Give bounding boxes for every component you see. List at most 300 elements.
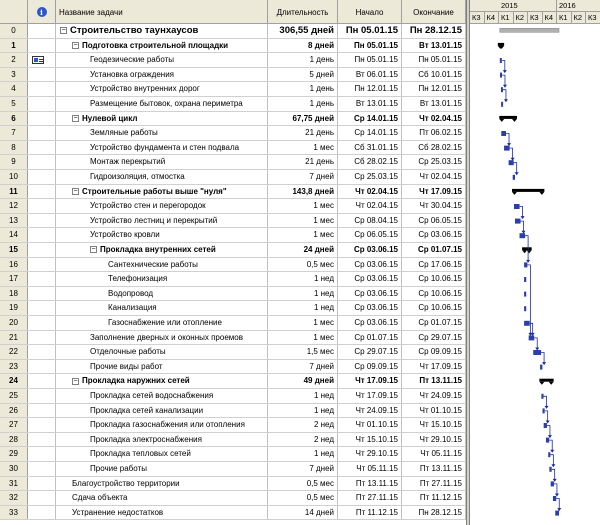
task-row[interactable]: [0, 97, 466, 112]
gantt-body: [470, 24, 600, 525]
task-name[interactable]: [56, 155, 268, 169]
dependency-arrow: [551, 464, 555, 467]
timescale-quarter: К3: [586, 12, 600, 24]
task-name[interactable]: [56, 316, 268, 330]
task-row[interactable]: [0, 68, 466, 83]
task-name[interactable]: [56, 301, 268, 315]
task-duration[interactable]: 0,5 мес: [268, 491, 338, 505]
row-id[interactable]: 3: [0, 68, 28, 82]
task-name[interactable]: [56, 24, 268, 38]
table-header: [0, 0, 466, 24]
task-name[interactable]: [56, 141, 268, 155]
task-name-text: Установка ограждения: [90, 69, 174, 79]
task-name-text: Телефонизация: [108, 274, 168, 284]
row-id[interactable]: 30: [0, 462, 28, 476]
task-row[interactable]: [0, 185, 466, 200]
task-start[interactable]: Пн 12.01.15: [338, 82, 402, 96]
collapse-toggle-icon[interactable]: −: [73, 41, 78, 49]
row-indicator: [28, 39, 56, 53]
task-start[interactable]: Ср 09.09.15: [338, 360, 402, 374]
task-end[interactable]: Пт 06.02.15: [402, 126, 466, 140]
collapse-toggle-icon[interactable]: −: [91, 246, 96, 254]
row-id[interactable]: 26: [0, 404, 28, 418]
task-end[interactable]: Чт 17.09.15: [402, 185, 466, 199]
task-start[interactable]: Чт 15.10.15: [338, 433, 402, 447]
task-row[interactable]: [0, 374, 466, 389]
row-indicator: [28, 97, 56, 111]
task-end[interactable]: Ср 10.06.15: [402, 272, 466, 286]
task-duration[interactable]: 7 дней: [268, 462, 338, 476]
task-name[interactable]: [56, 447, 268, 461]
task-end[interactable]: Чт 30.04.15: [402, 199, 466, 213]
task-row[interactable]: [0, 170, 466, 185]
collapse-toggle-icon[interactable]: −: [73, 114, 78, 122]
task-name-text: Газоснабжение или отопление: [108, 318, 222, 327]
row-id[interactable]: 8: [0, 141, 28, 155]
task-start[interactable]: Чт 24.09.15: [338, 404, 402, 418]
row-indicator: [28, 82, 56, 96]
task-bar: [500, 58, 502, 63]
task-start[interactable]: Ср 03.06.15: [338, 272, 402, 286]
task-name[interactable]: [56, 477, 268, 491]
task-row[interactable]: [0, 258, 466, 273]
row-id[interactable]: 17: [0, 272, 28, 286]
task-row[interactable]: [0, 214, 466, 229]
task-duration[interactable]: 8 дней: [268, 39, 338, 53]
row-id[interactable]: 13: [0, 214, 28, 228]
task-end[interactable]: Пт 27.11.15: [402, 477, 466, 491]
timescale-year: 2015: [499, 0, 557, 12]
task-name-text: Заполнение дверных и оконных проемов: [90, 332, 243, 342]
task-duration[interactable]: 24 дней: [268, 243, 338, 257]
task-bar: [524, 321, 530, 326]
row-indicator: [28, 418, 56, 432]
task-name[interactable]: [56, 272, 268, 286]
task-start[interactable]: Ср 25.03.15: [338, 170, 402, 184]
task-duration[interactable]: 7 дней: [268, 360, 338, 374]
task-bar: [515, 219, 521, 224]
row-id[interactable]: 23: [0, 360, 28, 374]
task-bar: [549, 467, 551, 472]
task-duration[interactable]: 1 нед: [268, 287, 338, 301]
task-duration[interactable]: 1 нед: [268, 272, 338, 286]
task-row[interactable]: [0, 243, 466, 258]
task-name[interactable]: [56, 491, 268, 505]
task-row[interactable]: [0, 389, 466, 404]
task-name[interactable]: [56, 170, 268, 184]
summary-bar-right-cap: [512, 119, 517, 122]
collapse-toggle-icon[interactable]: −: [73, 377, 78, 385]
task-end[interactable]: Вт 13.01.15: [402, 39, 466, 53]
row-indicator: [28, 287, 56, 301]
task-name[interactable]: [56, 374, 268, 388]
row-id[interactable]: 32: [0, 491, 28, 505]
task-row[interactable]: [0, 53, 466, 68]
row-indicator: [28, 185, 56, 199]
task-duration[interactable]: 1 день: [268, 53, 338, 67]
task-bar: [524, 277, 526, 282]
row-indicator: [28, 491, 56, 505]
task-start[interactable]: Ср 29.07.15: [338, 345, 402, 359]
task-start[interactable]: Пн 05.01.15: [338, 53, 402, 67]
task-end[interactable]: Чт 02.04.15: [402, 112, 466, 126]
task-duration[interactable]: 67,75 дней: [268, 112, 338, 126]
task-bar: [533, 350, 541, 355]
task-end[interactable]: Чт 15.10.15: [402, 418, 466, 432]
task-start[interactable]: Ср 03.06.15: [338, 287, 402, 301]
task-duration[interactable]: 1,5 мес: [268, 345, 338, 359]
row-id[interactable]: 1: [0, 39, 28, 53]
task-row[interactable]: [0, 477, 466, 492]
task-name-text: Устройство кровли: [90, 230, 160, 240]
task-end[interactable]: Чт 24.09.15: [402, 389, 466, 403]
task-row[interactable]: [0, 141, 466, 156]
task-start[interactable]: Ср 14.01.15: [338, 126, 402, 140]
dependency-arrow: [545, 406, 549, 409]
task-duration[interactable]: 7 дней: [268, 170, 338, 184]
header-end[interactable]: Окончание: [402, 0, 466, 24]
task-name-text: Строительные работы выше "нуля": [82, 186, 227, 196]
task-name-text: Геодезические работы: [90, 55, 175, 65]
task-end[interactable]: Ср 10.06.15: [402, 287, 466, 301]
task-bar: [543, 408, 545, 413]
row-id[interactable]: 21: [0, 331, 28, 345]
task-end[interactable]: Пн 05.01.15: [402, 53, 466, 67]
task-end[interactable]: Ср 10.06.15: [402, 301, 466, 315]
task-row[interactable]: [0, 433, 466, 448]
task-start[interactable]: Чт 02.04.15: [338, 199, 402, 213]
task-name-text: Устройство лестниц и перекрытий: [90, 215, 218, 225]
task-name[interactable]: [56, 433, 268, 447]
task-name-text: Прочие работы: [90, 464, 147, 473]
row-id[interactable]: 29: [0, 447, 28, 461]
task-start[interactable]: Ср 01.07.15: [338, 331, 402, 345]
task-bar: [544, 423, 547, 428]
task-bar: [524, 262, 527, 267]
header-start[interactable]: Начало: [338, 0, 402, 24]
project-summary-bar: [500, 28, 559, 32]
task-duration[interactable]: 0,5 мес: [268, 477, 338, 491]
dependency-arrow: [503, 85, 507, 88]
task-start[interactable]: Чт 17.09.15: [338, 389, 402, 403]
summary-bar-right-cap: [549, 382, 554, 385]
task-name[interactable]: [56, 53, 268, 67]
task-end[interactable]: Пн 28.12.15: [402, 24, 466, 38]
task-bar: [524, 306, 526, 311]
task-start[interactable]: Ср 03.06.15: [338, 301, 402, 315]
task-row[interactable]: [0, 272, 466, 287]
row-id[interactable]: 10: [0, 170, 28, 184]
summary-bar: [522, 247, 532, 250]
row-indicator: [28, 112, 56, 126]
task-row[interactable]: [0, 506, 466, 521]
task-end[interactable]: Ср 29.07.15: [402, 331, 466, 345]
task-name[interactable]: [56, 82, 268, 96]
task-name[interactable]: [56, 243, 268, 257]
dependency-arrow: [515, 172, 519, 175]
task-name[interactable]: [56, 112, 268, 126]
row-indicator: [28, 447, 56, 461]
task-name[interactable]: [56, 199, 268, 213]
task-start[interactable]: Сб 31.01.15: [338, 141, 402, 155]
note-icon[interactable]: [32, 56, 44, 64]
row-id[interactable]: 15: [0, 243, 28, 257]
task-name-text: Прокладка электроснабжения: [90, 434, 202, 444]
row-id[interactable]: 11: [0, 185, 28, 199]
task-duration[interactable]: 1 нед: [268, 404, 338, 418]
task-start[interactable]: Ср 14.01.15: [338, 112, 402, 126]
task-end[interactable]: Чт 29.10.15: [402, 433, 466, 447]
task-row[interactable]: [0, 331, 466, 346]
row-indicator: [28, 477, 56, 491]
task-name[interactable]: [56, 404, 268, 418]
task-end[interactable]: Чт 02.04.15: [402, 170, 466, 184]
task-start[interactable]: Вт 13.01.15: [338, 97, 402, 111]
task-end[interactable]: Чт 17.09.15: [402, 360, 466, 374]
timescale-quarter: К2: [572, 12, 587, 24]
task-name[interactable]: [56, 185, 268, 199]
row-id[interactable]: 22: [0, 345, 28, 359]
task-start[interactable]: Чт 05.11.15: [338, 462, 402, 476]
row-id[interactable]: 7: [0, 126, 28, 140]
task-duration[interactable]: 1 мес: [268, 214, 338, 228]
task-start[interactable]: Чт 02.04.15: [338, 185, 402, 199]
row-id[interactable]: 20: [0, 316, 28, 330]
header-indicators[interactable]: [28, 0, 56, 24]
task-start[interactable]: Ср 08.04.15: [338, 214, 402, 228]
task-row[interactable]: [0, 491, 466, 506]
row-indicator: [28, 433, 56, 447]
collapse-toggle-icon[interactable]: −: [61, 26, 66, 34]
task-end[interactable]: Ср 01.07.15: [402, 243, 466, 257]
task-duration[interactable]: 1 мес: [268, 228, 338, 242]
task-duration[interactable]: 1 нед: [268, 301, 338, 315]
task-start[interactable]: Пн 05.01.15: [338, 24, 402, 38]
task-duration[interactable]: 1 мес: [268, 141, 338, 155]
task-end[interactable]: Ср 03.06.15: [402, 228, 466, 242]
task-row[interactable]: [0, 82, 466, 97]
row-indicator: [28, 389, 56, 403]
task-end[interactable]: Ср 25.03.15: [402, 155, 466, 169]
task-name[interactable]: [56, 462, 268, 476]
row-id[interactable]: 4: [0, 82, 28, 96]
task-start[interactable]: Вт 06.01.15: [338, 68, 402, 82]
task-row[interactable]: [0, 462, 466, 477]
task-name[interactable]: [56, 506, 268, 520]
task-row[interactable]: [0, 112, 466, 127]
task-row[interactable]: [0, 287, 466, 302]
row-id[interactable]: 25: [0, 389, 28, 403]
row-id[interactable]: 24: [0, 374, 28, 388]
task-duration[interactable]: 2 нед: [268, 433, 338, 447]
task-bar: [513, 175, 515, 180]
task-name[interactable]: [56, 126, 268, 140]
task-bar: [548, 452, 550, 457]
task-end[interactable]: Сб 28.02.15: [402, 141, 466, 155]
task-row[interactable]: [0, 404, 466, 419]
task-end[interactable]: Пт 13.11.15: [402, 374, 466, 388]
task-row[interactable]: [0, 345, 466, 360]
task-start[interactable]: Ср 06.05.15: [338, 228, 402, 242]
task-duration[interactable]: 21 день: [268, 155, 338, 169]
task-row[interactable]: [0, 301, 466, 316]
task-name-text: Устройство внутренних дорог: [90, 84, 200, 94]
task-name[interactable]: [56, 287, 268, 301]
task-name[interactable]: [56, 345, 268, 359]
row-id[interactable]: 19: [0, 301, 28, 315]
row-indicator: [28, 301, 56, 315]
task-start[interactable]: Пт 27.11.15: [338, 491, 402, 505]
task-name-text: Отделочные работы: [90, 347, 166, 357]
row-indicator: [28, 506, 56, 520]
task-duration[interactable]: 2 нед: [268, 418, 338, 432]
task-end[interactable]: Ср 17.06.15: [402, 258, 466, 272]
task-start[interactable]: Ср 03.06.15: [338, 316, 402, 330]
row-indicator: [28, 272, 56, 286]
row-id[interactable]: 27: [0, 418, 28, 432]
task-row[interactable]: [0, 418, 466, 433]
row-id[interactable]: 2: [0, 53, 28, 67]
task-row[interactable]: [0, 39, 466, 54]
summary-bar-right-cap: [527, 250, 532, 253]
task-end[interactable]: Пн 12.01.15: [402, 82, 466, 96]
task-name[interactable]: [56, 68, 268, 82]
summary-bar: [512, 189, 544, 192]
task-end[interactable]: Ср 06.05.15: [402, 214, 466, 228]
row-id[interactable]: 33: [0, 506, 28, 520]
task-end[interactable]: Пн 28.12.15: [402, 506, 466, 520]
task-end[interactable]: Ср 01.07.15: [402, 316, 466, 330]
row-id[interactable]: 16: [0, 258, 28, 272]
row-indicator: [28, 141, 56, 155]
row-indicator: [28, 214, 56, 228]
task-name-text: Прокладка сетей водоснабжения: [90, 391, 214, 400]
task-row[interactable]: [0, 447, 466, 462]
row-indicator: [28, 53, 56, 67]
task-name-text: Прокладка газоснабжения или отопления: [90, 420, 245, 430]
task-start[interactable]: Чт 29.10.15: [338, 447, 402, 461]
task-duration[interactable]: 14 дней: [268, 506, 338, 520]
task-row[interactable]: [0, 199, 466, 214]
task-duration[interactable]: 1 нед: [268, 389, 338, 403]
task-end[interactable]: Чт 05.11.15: [402, 447, 466, 461]
row-id[interactable]: 18: [0, 287, 28, 301]
task-start[interactable]: Ср 03.06.15: [338, 258, 402, 272]
task-name[interactable]: [56, 258, 268, 272]
task-start[interactable]: Пт 11.12.15: [338, 506, 402, 520]
header-id[interactable]: [0, 0, 28, 24]
row-id[interactable]: 0: [0, 24, 28, 38]
summary-bar: [499, 116, 517, 119]
row-id[interactable]: 12: [0, 199, 28, 213]
task-duration[interactable]: 21 день: [268, 126, 338, 140]
task-name[interactable]: [56, 228, 268, 242]
task-duration[interactable]: 5 дней: [268, 68, 338, 82]
timescale-years: [470, 0, 600, 12]
task-end[interactable]: Пт 11.12.15: [402, 491, 466, 505]
task-duration[interactable]: 1 день: [268, 82, 338, 96]
task-duration[interactable]: 143,8 дней: [268, 185, 338, 199]
task-end[interactable]: Сб 10.01.15: [402, 68, 466, 82]
row-id[interactable]: 5: [0, 97, 28, 111]
task-row[interactable]: [0, 155, 466, 170]
timescale-quarter: К3: [470, 12, 485, 24]
dependency-arrow: [503, 70, 507, 73]
task-duration[interactable]: 1 мес: [268, 316, 338, 330]
task-name-text: Прокладка наружних сетей: [82, 376, 190, 386]
task-duration[interactable]: 1 день: [268, 97, 338, 111]
row-id[interactable]: 14: [0, 228, 28, 242]
task-start[interactable]: Ср 03.06.15: [338, 243, 402, 257]
task-end[interactable]: Пт 13.11.15: [402, 462, 466, 476]
task-start[interactable]: Чт 17.09.15: [338, 374, 402, 388]
dependency-arrow: [521, 216, 525, 219]
task-name[interactable]: [56, 97, 268, 111]
task-name[interactable]: [56, 389, 268, 403]
task-name-text: Устройство фундамента и стен подвала: [90, 142, 240, 152]
summary-bar-left-cap: [539, 382, 544, 385]
task-name-text: Нулевой цикл: [82, 113, 138, 123]
row-id[interactable]: 9: [0, 155, 28, 169]
timescale-quarters: [470, 12, 600, 24]
task-duration[interactable]: 306,55 дней: [268, 24, 338, 38]
task-row[interactable]: [0, 228, 466, 243]
row-id[interactable]: 28: [0, 433, 28, 447]
task-row[interactable]: [0, 360, 466, 375]
task-name[interactable]: [56, 418, 268, 432]
timescale-quarter: К4: [485, 12, 500, 24]
task-name[interactable]: [56, 331, 268, 345]
task-end[interactable]: Ср 09.09.15: [402, 345, 466, 359]
timescale-quarter: К4: [543, 12, 558, 24]
row-indicator: [28, 360, 56, 374]
task-name[interactable]: [56, 360, 268, 374]
row-indicator: [28, 404, 56, 418]
task-name-text: Сантехнические работы: [108, 259, 198, 269]
task-start[interactable]: Чт 01.10.15: [338, 418, 402, 432]
dependency-arrow: [542, 362, 546, 365]
task-duration[interactable]: 1 мес: [268, 331, 338, 345]
row-id[interactable]: 6: [0, 112, 28, 126]
task-start[interactable]: Пн 05.01.15: [338, 39, 402, 53]
task-row[interactable]: [0, 24, 466, 39]
task-start[interactable]: Пт 13.11.15: [338, 477, 402, 491]
row-indicator: [28, 170, 56, 184]
task-end[interactable]: Чт 01.10.15: [402, 404, 466, 418]
timescale-year: 2016: [557, 0, 600, 12]
summary-bar: [539, 379, 553, 382]
task-duration[interactable]: 1 мес: [268, 199, 338, 213]
task-duration[interactable]: 1 нед: [268, 447, 338, 461]
summary-bar-left-cap: [499, 119, 504, 122]
task-start[interactable]: Сб 28.02.15: [338, 155, 402, 169]
task-bar: [555, 511, 559, 516]
task-row[interactable]: [0, 126, 466, 141]
header-task-name[interactable]: Название задачи: [56, 0, 268, 24]
task-name-text: Благоустройство территории: [72, 478, 180, 488]
task-duration[interactable]: 49 дней: [268, 374, 338, 388]
task-row[interactable]: [0, 316, 466, 331]
dependency-arrow: [550, 450, 554, 453]
info-icon: i: [37, 7, 47, 17]
header-duration[interactable]: Длительность: [268, 0, 338, 24]
task-duration[interactable]: 0,5 мес: [268, 258, 338, 272]
task-name[interactable]: [56, 39, 268, 53]
task-name[interactable]: [56, 214, 268, 228]
collapse-toggle-icon[interactable]: −: [73, 187, 78, 195]
row-id[interactable]: 31: [0, 477, 28, 491]
task-end[interactable]: Вт 13.01.15: [402, 97, 466, 111]
